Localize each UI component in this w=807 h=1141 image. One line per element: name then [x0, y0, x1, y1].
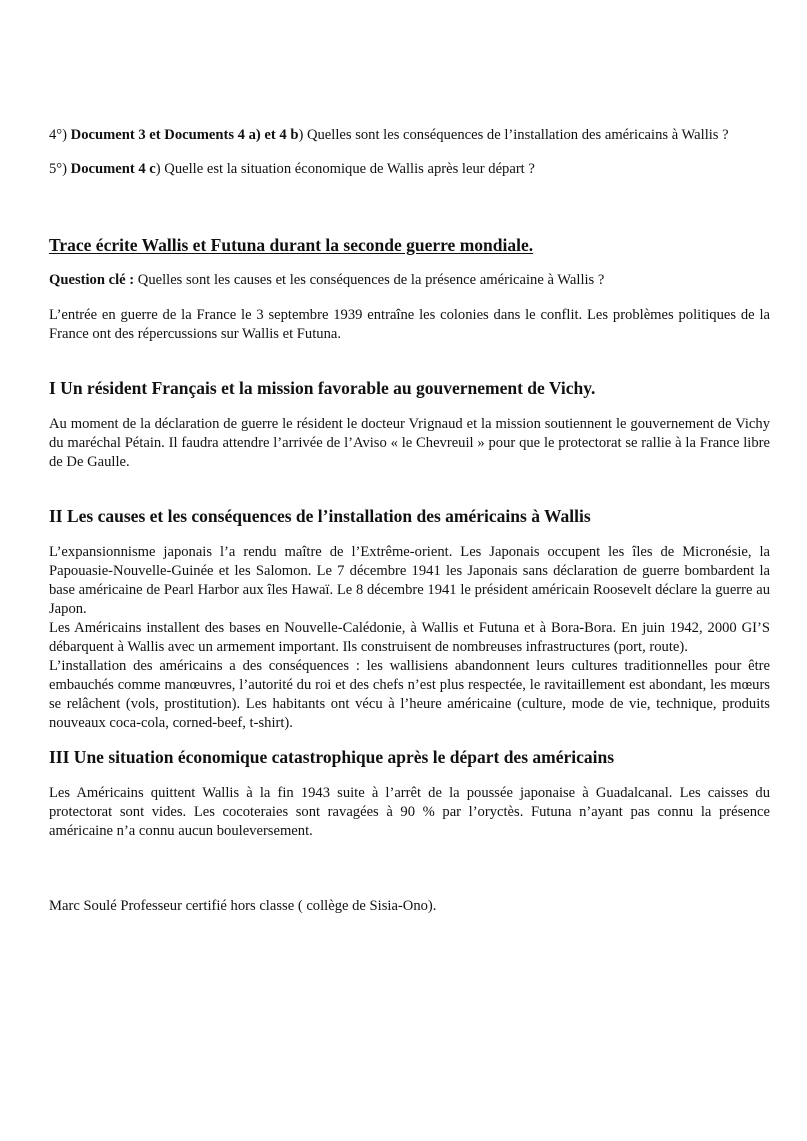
document-page: [49, 118, 770, 916]
question-4-text: ) Quelles sont les conséquences de l’installation des américains à Wallis ?: [298, 127, 729, 143]
section-3-heading: III Une situation économique catastrophique après le départ des américains: [49, 747, 615, 767]
key-question-text: Quelles sont les causes et les conséquences de la présence américaine à Wallis ?: [134, 272, 605, 288]
section-3-paragraph: Les Américains quittent Wallis à la fin 1943 suite à l’arrêt de la poussée japonaise à Guadalcanal. Les caisses du protectorat sont vides. Les cocoteraies sont ravagées à 90 % par l’oryctès. Futuna n’ayant pas connu la présence américaine n’a connu aucun bouleversement.: [49, 785, 770, 839]
question-5-text: ) Quelle est la situation économique de Wallis après leur départ ?: [155, 161, 535, 177]
section-2-paragraph-bases: Les Américains installent des bases en Nouvelle-Calédonie, à Wallis et Futuna et à Bora-Bora. En juin 1942, 2000 GI’S débarquent à Wallis avec un armement important. Ils construisent de nombreuses infrastructures (port, route).: [49, 620, 770, 655]
question-5-number: 5°): [49, 161, 71, 177]
section-1-paragraph: Au moment de la déclaration de guerre le résident le docteur Vrignaud et la mission soutiennent le gouvernement de Vichy du maréchal Pétain. Il faudra attendre l’arrivée de l’Aviso « le Chevreuil » pour que le protectorat se rallie à la France libre de De Gaulle.: [49, 416, 770, 470]
question-4: [49, 126, 770, 145]
question-5: [49, 160, 770, 179]
intro-paragraph: L’entrée en guerre de la France le 3 septembre 1939 entraîne les colonies dans le conflit. Les problèmes politiques de la France ont des répercussions sur Wallis et Futuna.: [49, 307, 770, 342]
author-signature: Marc Soulé Professeur certifié hors classe ( collège de Sisia-Ono).: [49, 898, 437, 914]
key-question-label: Question clé :: [49, 272, 135, 288]
section-2-heading: II Les causes et les conséquences de l’installation des américains à Wallis: [49, 506, 591, 526]
key-question: [49, 271, 770, 290]
section-1-heading: I Un résident Français et la mission favorable au gouvernement de Vichy.: [49, 378, 596, 398]
trace-title: Trace écrite Wallis et Futuna durant la seconde guerre mondiale.: [49, 235, 534, 255]
section-2-paragraph-causes: L’expansionnisme japonais l’a rendu maître de l’Extrême-orient. Les Japonais occupent les îles de Micronésie, la Papouasie-Nouvelle-Guinée et les Salomon. Le 7 décembre 1941 les Japonais sans déclaration de guerre bombardent la base américaine de Pearl Harbor aux îles Hawaï. Le 8 décembre 1941 le président américain Roosevelt déclare la guerre au Japon.: [49, 544, 770, 617]
section-2-paragraph-consequences: L’installation des américains a des conséquences : les wallisiens abandonnent leurs cultures traditionnelles pour être embauchés comme manœuvres, l’autorité du roi et des chefs n’est plus respectée, le ravitaillement est abondant, les mœurs se relâchent (vols, prostitution). Les habitants ont vécu à l’heure américaine (culture, mode de vie, technique, produits nouveaux coca-cola, corned-beef, t-shirt).: [49, 658, 770, 731]
question-4-documents: Document 3 et Documents 4 a) et 4 b: [70, 127, 299, 143]
question-4-number: 4°): [49, 127, 71, 143]
question-5-documents: Document 4 c: [70, 161, 156, 177]
section-2-body: [49, 543, 770, 733]
